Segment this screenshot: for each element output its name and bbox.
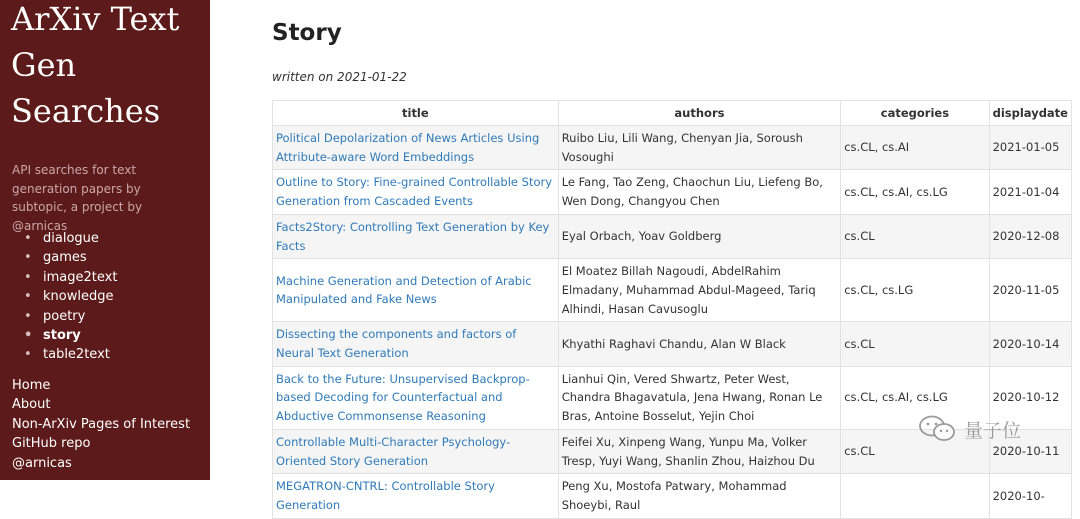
topic-label: image2text: [43, 269, 118, 285]
categories-cell: cs.CL, cs.LG: [841, 259, 989, 322]
topic-item-dialogue[interactable]: [24, 229, 117, 248]
sidebar: [0, 0, 210, 480]
categories-cell: cs.CL, cs.AI: [841, 126, 989, 170]
column-header-authors[interactable]: authors: [558, 101, 841, 126]
site-title[interactable]: [11, 0, 206, 134]
bullet-icon: •: [24, 308, 32, 324]
bullet-icon: •: [24, 250, 32, 266]
paper-title-link[interactable]: Outline to Story: Fine-grained Controllable Story Generation from Cascaded Events: [276, 175, 553, 209]
date-cell: 2021-01-04: [989, 170, 1071, 214]
column-header-displaydate[interactable]: displaydate: [989, 101, 1071, 126]
bullet-icon: •: [24, 231, 32, 246]
table-row: [273, 126, 1072, 170]
table-row: [273, 214, 1072, 258]
bullet-icon: •: [24, 289, 32, 305]
site-title-line: Gen: [11, 46, 77, 84]
authors-cell: El Moatez Billah Nagoudi, AbdelRahim Elmadany, Muhammad Abdul-Mageed, Tariq Alhindi, Hasan Cavusoglu: [558, 259, 841, 322]
title-cell: [273, 366, 559, 429]
date-cell: 2020-12-08: [989, 214, 1071, 258]
wechat-icon: [918, 414, 958, 444]
categories-cell: cs.CL, cs.AI, cs.LG: [841, 170, 989, 214]
paper-title-link[interactable]: Dissecting the components and factors of Neural Text Generation: [276, 327, 517, 361]
categories-cell: cs.CL, cs.AI, cs.LG: [841, 366, 989, 429]
column-header-categories[interactable]: categories: [841, 101, 989, 126]
title-cell: [273, 474, 559, 518]
title-cell: [273, 170, 559, 214]
topic-item-story[interactable]: [24, 326, 117, 345]
topic-label: story: [43, 328, 81, 344]
non-arxiv-link[interactable]: Non-ArXiv Pages of Interest: [12, 416, 191, 432]
author-link[interactable]: @arnicas: [12, 455, 72, 471]
table-row: [273, 322, 1072, 366]
bullet-icon: •: [24, 347, 32, 363]
paper-title-link[interactable]: Back to the Future: Unsupervised Backprop-based Decoding for Counterfactual and Abductive Commonsense Reasoning: [276, 371, 530, 424]
authors-cell: Le Fang, Tao Zeng, Chaochun Liu, Liefeng Bo, Wen Dong, Changyou Chen: [558, 170, 841, 214]
site-title-line: ArXiv Text: [11, 0, 180, 38]
post-date: written on 2021-01-22: [272, 70, 407, 84]
bullet-icon: •: [24, 328, 33, 344]
authors-cell: Peng Xu, Mostofa Patwary, Mohammad Shoeybi, Raul: [558, 474, 841, 518]
paper-title-link[interactable]: Machine Generation and Detection of Arabic Manipulated and Fake News: [276, 273, 532, 307]
categories-cell: cs.CL: [841, 214, 989, 258]
page-title: Story: [272, 20, 342, 46]
date-cell: 2020-10-: [989, 474, 1071, 518]
table-row: [273, 170, 1072, 214]
date-cell: 2020-11-05: [989, 259, 1071, 322]
paper-title-link[interactable]: Controllable Multi-Character Psychology-Oriented Story Generation: [276, 434, 511, 468]
column-header-title[interactable]: title: [273, 101, 559, 126]
title-cell: [273, 322, 559, 366]
title-cell: [273, 214, 559, 258]
title-cell: [273, 259, 559, 322]
site-links: [12, 376, 190, 473]
title-cell: [273, 126, 559, 170]
authors-cell: Feifei Xu, Xinpeng Wang, Yunpu Ma, Volker Tresp, Yuyi Wang, Shanlin Zhou, Haizhou Du: [558, 429, 841, 473]
topic-item-image2text[interactable]: [24, 268, 117, 287]
categories-cell: cs.CL: [841, 322, 989, 366]
paper-title-link[interactable]: Facts2Story: Controlling Text Generation by Key Facts: [276, 219, 550, 253]
topic-label: knowledge: [43, 289, 114, 305]
table-row: [273, 474, 1072, 518]
topic-label: table2text: [43, 347, 110, 363]
watermark-text: 量子位: [964, 419, 1022, 442]
about-link[interactable]: About: [12, 397, 51, 413]
table-header-row: [273, 101, 1072, 126]
topic-item-poetry[interactable]: [24, 307, 117, 326]
topic-item-knowledge[interactable]: [24, 287, 117, 306]
topic-item-games[interactable]: [24, 248, 117, 267]
table-row: [273, 259, 1072, 322]
authors-cell: Eyal Orbach, Yoav Goldberg: [558, 214, 841, 258]
topic-label: poetry: [43, 308, 86, 324]
results-table: [272, 100, 1072, 519]
authors-cell: Ruibo Liu, Lili Wang, Chenyan Jia, Soroush Vosoughi: [558, 126, 841, 170]
topic-nav: [24, 229, 117, 365]
categories-cell: [841, 474, 989, 518]
paper-title-link[interactable]: Political Depolarization of News Articles Using Attribute-aware Word Embeddings: [276, 131, 540, 164]
date-cell: 2021-01-05: [989, 126, 1071, 170]
site-tagline: API searches for text generation papers by subtopic, a project by @arnicas: [12, 163, 143, 233]
watermark: [918, 414, 1021, 444]
bullet-icon: •: [24, 269, 32, 285]
topic-label: dialogue: [43, 231, 99, 246]
home-link[interactable]: Home: [12, 378, 51, 393]
date-cell: 2020-10-11: [989, 429, 1071, 473]
authors-cell: Khyathi Raghavi Chandu, Alan W Black: [558, 322, 841, 366]
paper-title-link[interactable]: MEGATRON-CNTRL: Controllable Story Generation: [276, 479, 495, 512]
categories-cell: cs.CL: [841, 429, 989, 473]
date-cell: 2020-10-12: [989, 366, 1071, 429]
site-title-line: Searches: [11, 92, 161, 130]
date-cell: 2020-10-14: [989, 322, 1071, 366]
authors-cell: Lianhui Qin, Vered Shwartz, Peter West, Chandra Bhagavatula, Jena Hwang, Ronan Le Bras, Antoine Bosselut, Yejin Choi: [558, 366, 841, 429]
topic-item-table2text[interactable]: [24, 345, 117, 364]
title-cell: [273, 429, 559, 473]
github-repo-link[interactable]: GitHub repo: [12, 436, 91, 452]
topic-label: games: [43, 250, 87, 266]
